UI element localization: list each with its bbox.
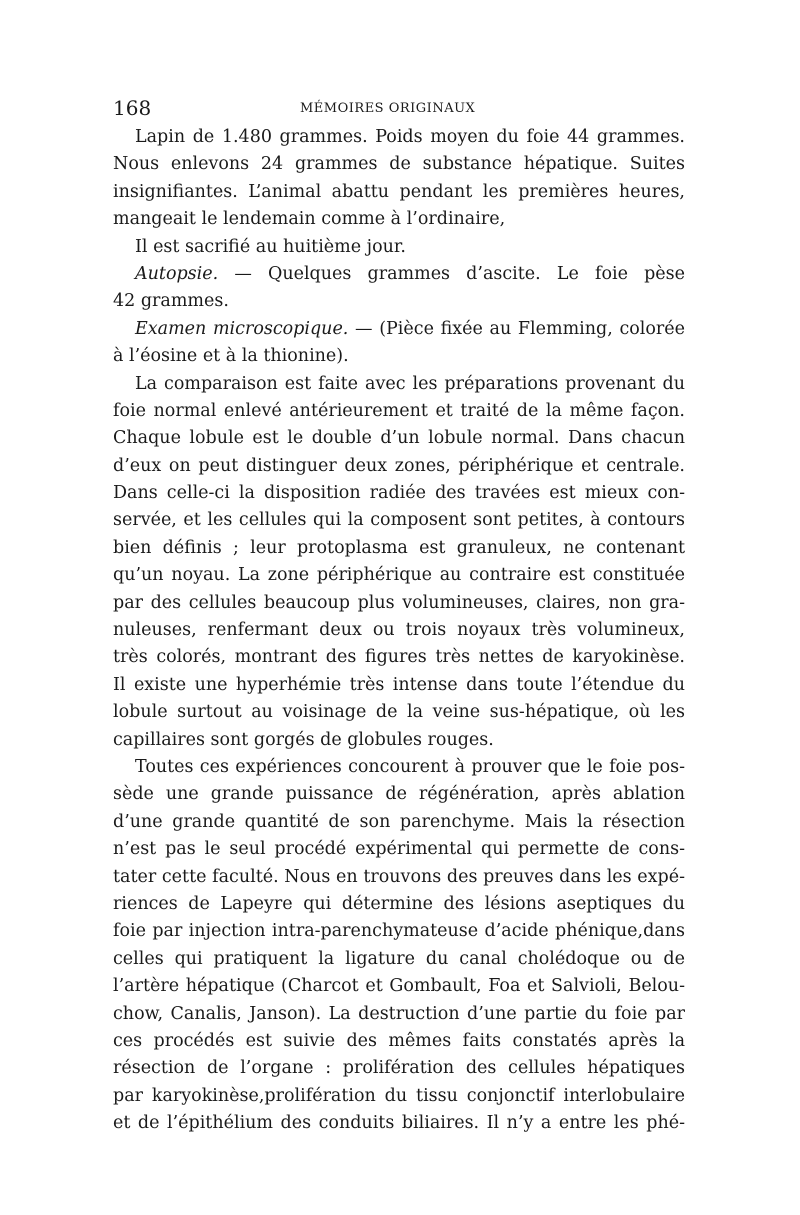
text-run: Lapin de 1.480 grammes. Poids moyen du foie 44 grammes. — [135, 127, 685, 147]
text-line — [113, 234, 685, 261]
text-line — [113, 644, 685, 671]
text-line — [113, 699, 685, 726]
text-line — [113, 973, 685, 1000]
text-line — [113, 1055, 685, 1082]
text-line — [113, 781, 685, 808]
text-line — [113, 918, 685, 945]
text-line — [113, 480, 685, 507]
text-run: qu’un noyau. La zone périphérique au contraire est constituée — [113, 565, 685, 586]
text-line — [113, 1110, 685, 1137]
text-line — [113, 754, 685, 781]
text-run: foie par injection intra-parenchymateuse d’acide phénique,dans — [113, 921, 685, 942]
italic-run: Examen microscopique. — [135, 318, 349, 339]
text-run: nuleuses, renfermant deux ou trois noyaux très volumineux, — [113, 620, 685, 641]
text-line — [113, 672, 685, 699]
text-run: ces procédés est suivie des mêmes faits constatés après la — [113, 1030, 685, 1051]
text-line — [113, 590, 685, 617]
text-run: Il existe une hyperhémie très intense dans toute l’étendue du — [113, 674, 685, 695]
text-line — [113, 562, 685, 589]
text-line — [113, 864, 685, 891]
text-run: riences de Lapeyre qui détermine des lésions aseptiques du — [113, 893, 685, 914]
text-run: servée, et les cellules qui la composent sont petites, à contours — [113, 510, 685, 531]
text-run: — Quelques grammes d’ascite. Le foie pèse — [218, 263, 685, 284]
text-run: par karyokinèse,prolifération du tissu conjonctif interlobulaire — [113, 1085, 685, 1106]
text-run: n’est pas le seul procédé expérimental qui permette de cons- — [113, 839, 685, 860]
text-run: bien définis ; leur protoplasma est granuleux, ne contenant — [113, 537, 685, 558]
text-run: d’eux on peut distinguer deux zones, périphérique et centrale. — [113, 455, 685, 476]
text-line — [113, 507, 685, 534]
text-run: mangeait le lendemain comme à l’ordinaire, — [113, 209, 506, 230]
text-run: chow, Canalis, Janson). La destruction d’une partie du foie par — [113, 1003, 685, 1024]
text-line — [113, 453, 685, 480]
text-run: La comparaison est faite avec les préparations provenant du — [135, 373, 685, 394]
running-title: MÉMOIRES ORIGINAUX — [300, 101, 476, 116]
text-line — [113, 836, 685, 863]
text-line — [113, 343, 685, 370]
text-line — [113, 1083, 685, 1110]
text-run: et de l’épithélium des conduits biliaires. Il n’y a entre les phé- — [113, 1113, 685, 1134]
text-run: tater cette faculté. Nous en trouvons des preuves dans les expé- — [113, 866, 685, 887]
text-run: l’artère hépatique (Charcot et Gombault, Foa et Salvioli, Belou- — [113, 976, 685, 997]
text-run: — (Pièce fixée au Flemming, colorée — [348, 318, 685, 339]
text-line — [113, 891, 685, 918]
text-run: très colorés, montrant des figures très nettes de karyokinèse. — [113, 647, 685, 668]
text-line — [113, 425, 685, 452]
text-line — [113, 288, 685, 315]
text-run: foie normal enlevé antérieurement et traité de la même façon. — [113, 400, 685, 421]
text-run: celles qui pratiquent la ligature du canal cholédoque ou de — [113, 948, 685, 969]
text-run: Chaque lobule est le double d’un lobule normal. Dans chacun — [113, 428, 685, 449]
italic-run: Autopsie. — [135, 263, 219, 284]
text-line — [113, 206, 685, 233]
text-run: résection de l’organe : prolifération des cellules hépatiques — [113, 1058, 685, 1079]
text-line — [113, 617, 685, 644]
text-line — [113, 124, 685, 151]
text-run: par des cellules beaucoup plus volumineuses, claires, non gra- — [113, 592, 685, 613]
text-line — [113, 179, 685, 206]
text-run: lobule surtout au voisinage de la veine sus-hépatique, où les — [113, 702, 685, 723]
text-line — [113, 1028, 685, 1055]
text-line — [113, 371, 685, 398]
page-number: 168 — [113, 96, 152, 120]
text-line — [113, 316, 685, 343]
text-run: insignifiantes. L’animal abattu pendant les premières heures, — [113, 181, 685, 202]
text-run: capillaires sont gorgés de globules rouges. — [113, 729, 494, 750]
text-run: Il est sacrifié au huitième jour. — [135, 236, 406, 257]
text-run: 42 grammes. — [113, 291, 229, 312]
text-line — [113, 535, 685, 562]
text-line — [113, 946, 685, 973]
text-line — [113, 398, 685, 425]
text-line — [113, 261, 685, 288]
text-run: d’une grande quantité de son parenchyme. Mais la résection — [113, 811, 685, 832]
text-run: Nous enlevons 24 grammes de substance hépatique. Suites — [113, 154, 685, 175]
text-run: à l’éosine et à la thionine). — [113, 346, 349, 367]
text-run: Dans celle-ci la disposition radiée des travées est mieux con- — [113, 483, 685, 504]
text-run: sède une grande puissance de régénération, après ablation — [113, 784, 685, 805]
body-text — [113, 124, 685, 1137]
text-line — [113, 1001, 685, 1028]
text-line — [113, 151, 685, 178]
text-line — [113, 809, 685, 836]
text-run: Toutes ces expériences concourent à prouver que le foie pos- — [135, 756, 685, 777]
text-line — [113, 727, 685, 754]
